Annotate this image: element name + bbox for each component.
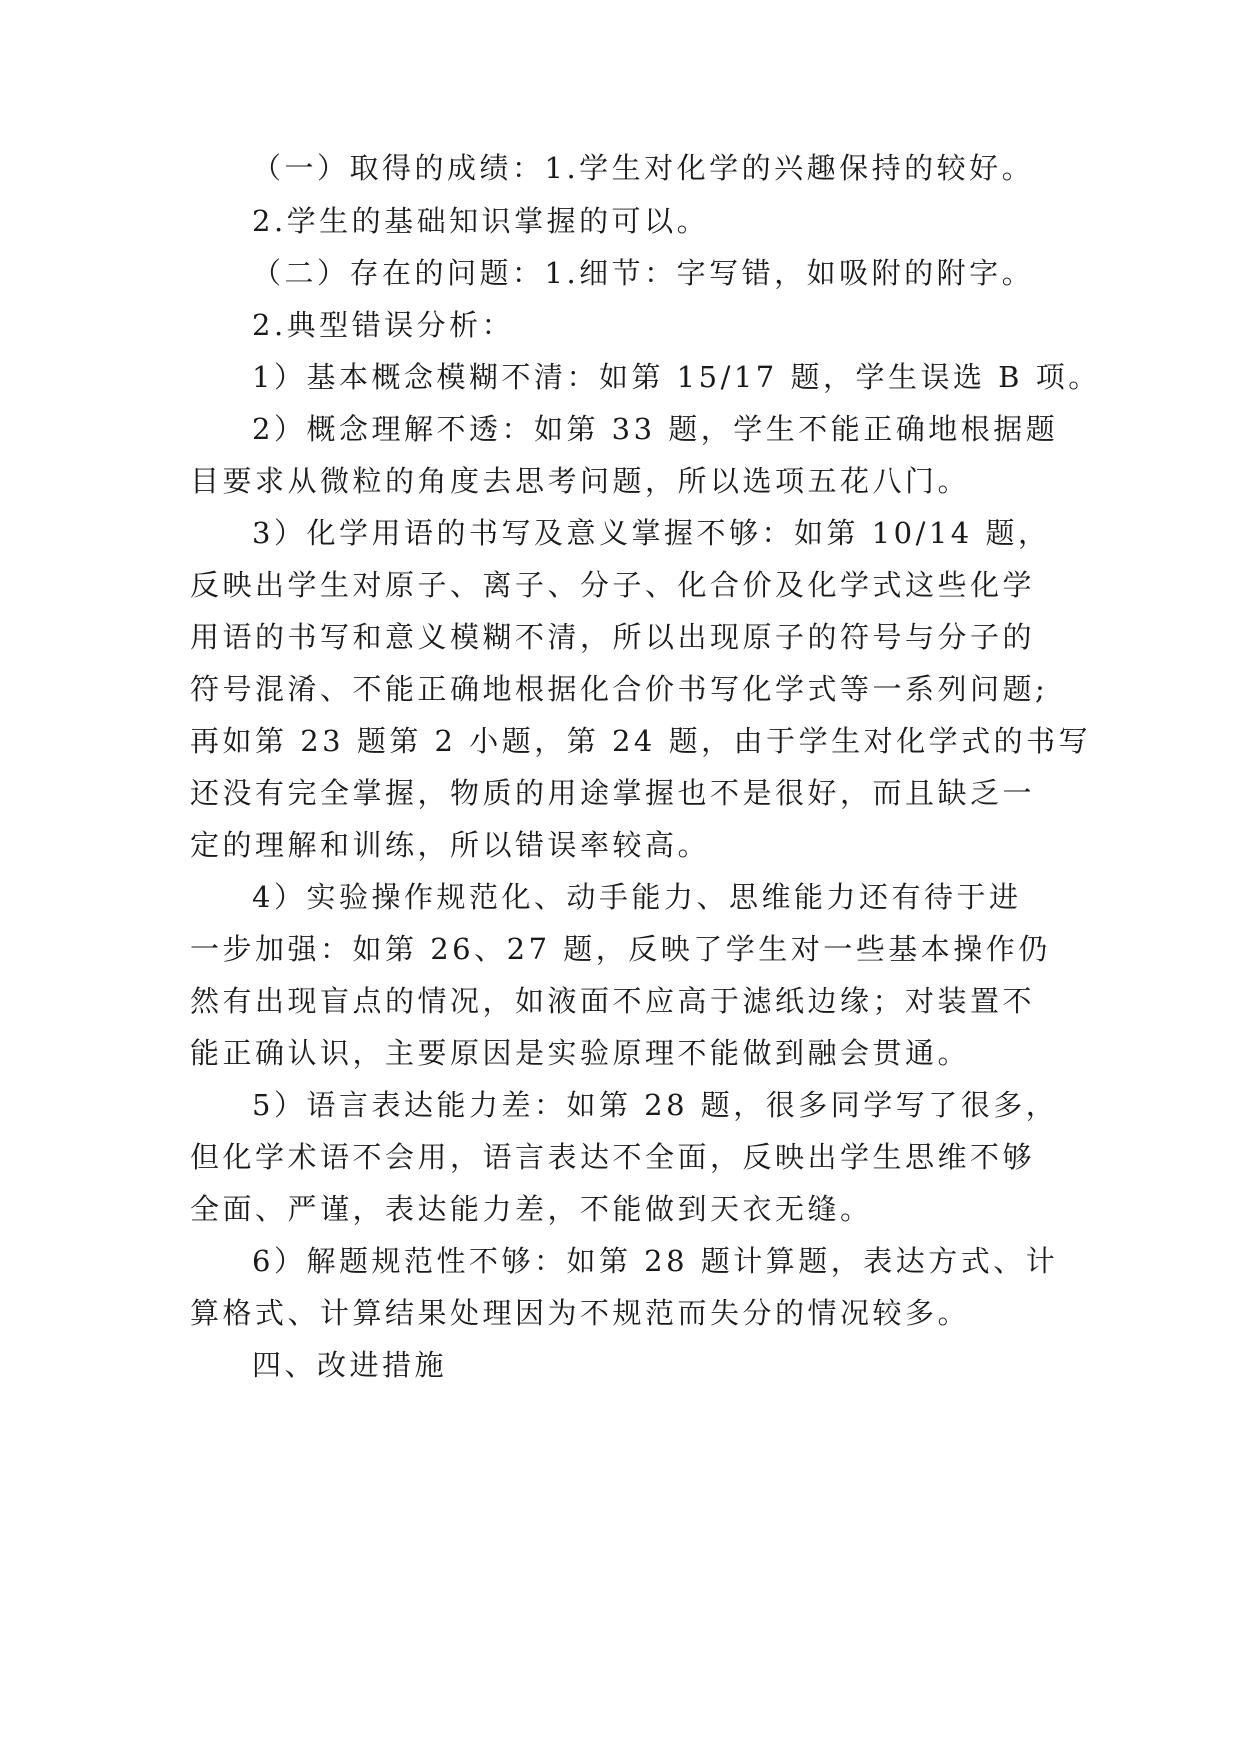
paragraph-3-line-2: 反映出学生对原子、离子、分子、化合价及化学式这些化学 bbox=[190, 568, 1036, 602]
paragraph-5-line-1: 5）语言表达能力差：如第 28 题，很多同学写了很多， bbox=[252, 1088, 1059, 1122]
paragraph-5-line-3: 全面、严谨，表达能力差，不能做到天衣无缝。 bbox=[190, 1192, 873, 1226]
paragraph-3-line-3: 用语的书写和意义模糊不清，所以出现原子的符号与分子的 bbox=[190, 620, 1036, 654]
paragraph-6-line-2: 算格式、计算结果处理因为不规范而失分的情况较多。 bbox=[190, 1296, 971, 1330]
paragraph-1-line-1: 1）基本概念模糊不清：如第 15/17 题，学生误选 B 项。 bbox=[252, 360, 1101, 394]
error-analysis-heading: 2.典型错误分析： bbox=[252, 308, 515, 342]
paragraph-4-line-3: 然有出现盲点的情况，如液面不应高于滤纸边缘；对装置不 bbox=[190, 984, 1036, 1018]
section-four-heading: 四、改进措施 bbox=[252, 1348, 448, 1382]
paragraph-4-line-2: 一步加强：如第 26、27 题，反映了学生对一些基本操作仍 bbox=[190, 932, 1051, 966]
paragraph-2-line-1: 2）概念理解不透：如第 33 题，学生不能正确地根据题 bbox=[252, 412, 1059, 446]
problems-heading-line: （二）存在的问题：1.细节：字写错，如吸附的附字。 bbox=[252, 256, 1035, 290]
paragraph-5-line-2: 但化学术语不会用，语言表达不全面，反映出学生思维不够 bbox=[190, 1140, 1036, 1174]
paragraph-3-line-6: 还没有完全掌握，物质的用途掌握也不是很好，而且缺乏一 bbox=[190, 776, 1036, 810]
achievement-item-2: 2.学生的基础知识掌握的可以。 bbox=[252, 204, 710, 238]
paragraph-3-line-5: 再如第 23 题第 2 小题，第 24 题，由于学生对化学式的书写 bbox=[190, 724, 1092, 758]
paragraph-3-line-7: 定的理解和训练，所以错误率较高。 bbox=[190, 828, 711, 862]
paragraph-2-line-2: 目要求从微粒的角度去思考问题，所以选项五花八门。 bbox=[190, 464, 971, 498]
achievement-heading-line: （一）取得的成绩：1.学生对化学的兴趣保持的较好。 bbox=[252, 151, 1035, 185]
paragraph-4-line-4: 能正确认识，主要原因是实验原理不能做到融会贯通。 bbox=[190, 1036, 971, 1070]
paragraph-4-line-1: 4）实验操作规范化、动手能力、思维能力还有待于进 bbox=[252, 880, 1022, 914]
paragraph-3-line-1: 3）化学用语的书写及意义掌握不够：如第 10/14 题， bbox=[252, 516, 1051, 550]
paragraph-6-line-1: 6）解题规范性不够：如第 28 题计算题，表达方式、计 bbox=[252, 1244, 1059, 1278]
paragraph-3-line-4: 符号混淆、不能正确地根据化合价书写化学式等一系列问题; bbox=[190, 672, 1049, 706]
